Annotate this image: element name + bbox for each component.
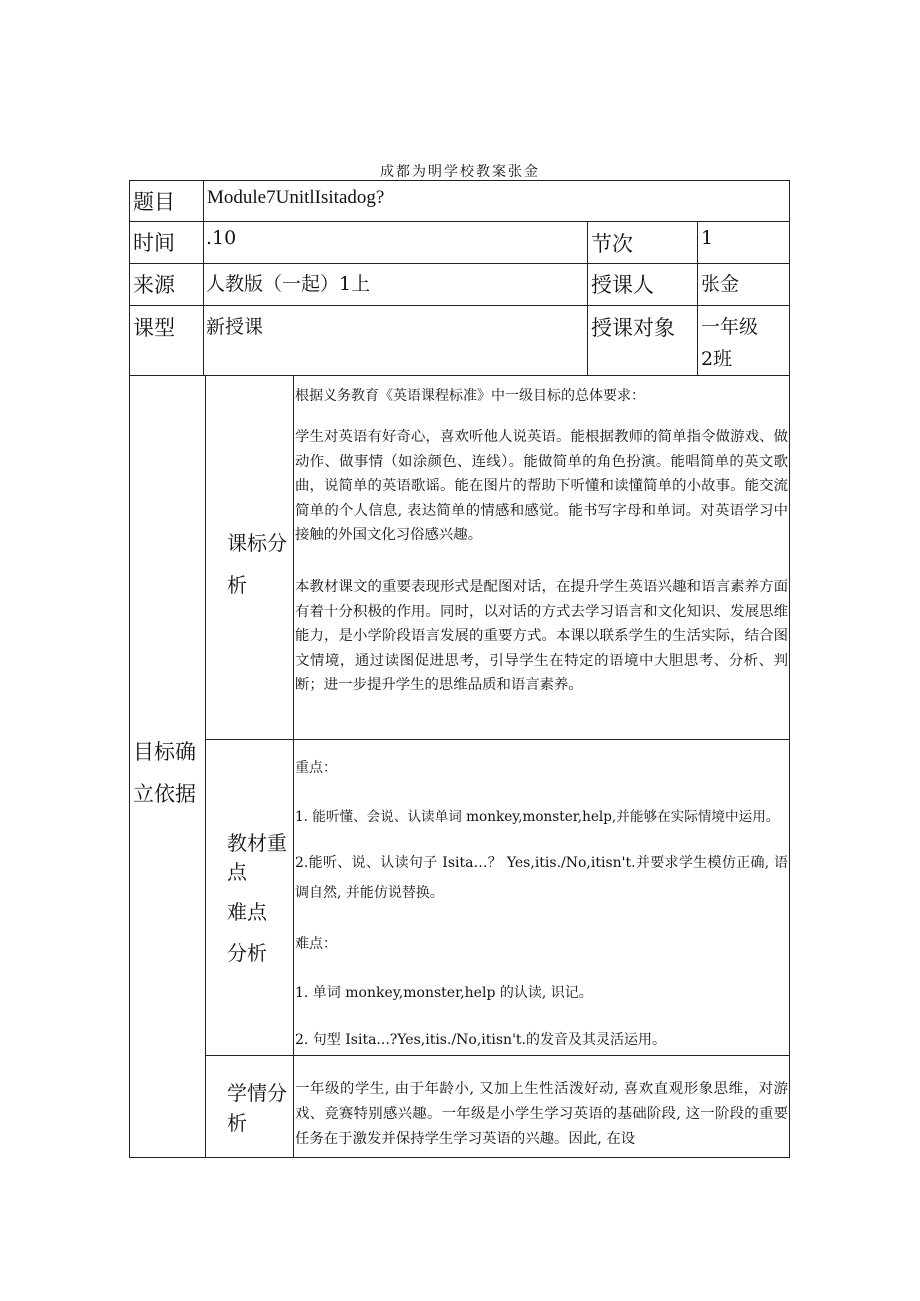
time-value: .10 xyxy=(206,227,237,249)
curriculum-label-line1: 课标分 xyxy=(227,531,287,555)
document-title: 成都为明学校教案张金 xyxy=(380,164,540,180)
teacher-label: 授课人 xyxy=(591,273,654,297)
period-label: 节次 xyxy=(591,232,633,256)
target-value-line2: 2班 xyxy=(701,348,733,370)
key-points-title: 重点： xyxy=(295,760,337,776)
keypoints-label-line1: 教材重 xyxy=(227,831,287,855)
difficult-point-1: 1. 单词 monkey,monster,help 的认读, 识记。 xyxy=(295,985,593,1001)
teacher-value: 张金 xyxy=(701,273,740,295)
keypoints-label-line2: 点 xyxy=(227,860,247,884)
key-point-2: 2.能听、说、认读句子 Isita…？ Yes,itis./No,itisn't.并要求学生模仿正确, 语调自然, 并能仿说替换。 xyxy=(295,855,788,901)
difficult-points-title: 难点： xyxy=(295,936,337,952)
target-label: 授课对象 xyxy=(591,316,675,340)
row-divider xyxy=(130,375,789,376)
curriculum-requirements: 学生对英语有好奇心，喜欢听他人说英语。能根据教师的简单指令做游戏、做动作、做事情（如涂颜色、连线）。能做简单的角色扮演。能唱简单的英文歌曲，说简单的英语歌谣。能在图片的帮助下听懂和读懂简单的小故事。能交流简单的个人信息, 表达简单的情感和感觉。能书写字母和单词。对英语学习中接触的外国文化习俗感兴趣。 xyxy=(295,429,788,544)
keypoints-label-line4: 分析 xyxy=(227,941,267,965)
row-divider xyxy=(130,221,789,222)
topic-value: Module7UnitlIsitadog? xyxy=(207,187,385,208)
column-divider xyxy=(205,375,206,1157)
difficult-point-2: 2. 句型 Isita...?Yes,itis./No,itisn't.的发音及其灵活运用。 xyxy=(295,1032,666,1048)
learners-analysis: 一年级的学生, 由于年龄小, 又加上生性活泼好动, 喜欢直观形象思维，对游戏、竞赛特别感兴趣。一年级是小学生学习英语的基础阶段, 这一阶段的重要任务在于激发并保持学生学习英语的兴趣。因此, 在设 xyxy=(295,1081,788,1147)
learners-label-line2: 析 xyxy=(227,1111,247,1135)
learners-label-line1: 学情分 xyxy=(227,1081,287,1105)
column-divider xyxy=(203,181,204,221)
curriculum-label-line2: 析 xyxy=(227,573,247,597)
curriculum-intro: 根据义务教育《英语课程标准》中一级目标的总体要求： xyxy=(295,388,645,404)
column-divider xyxy=(203,221,204,375)
keypoints-label-line3: 难点 xyxy=(227,900,267,924)
target-value-line1: 一年级 xyxy=(701,316,759,338)
curriculum-textbook-analysis: 本教材课文的重要表现形式是配图对话，在提升学生英语兴趣和语言素养方面有着十分积极的作用。同时，以对话的方式去学习语言和文化知识、发展思维能力，是小学阶段语言发展的重要方式。本课以联系学生的生活实际，结合图文情境，通过读图促进思考，引导学生在特定的语境中大胆思考、分析、判断；进一步提升学生的思维品质和语言素养。 xyxy=(295,579,788,694)
source-label: 来源 xyxy=(133,273,175,297)
column-divider xyxy=(697,221,698,375)
column-divider xyxy=(293,375,294,1157)
period-value: 1 xyxy=(701,227,714,249)
basis-label-line1: 目标确 xyxy=(133,740,196,764)
source-value: 人教版（一起）1上 xyxy=(206,273,371,295)
column-divider xyxy=(587,221,588,375)
basis-label-line2: 立依据 xyxy=(133,782,196,806)
row-divider xyxy=(130,263,789,264)
row-divider xyxy=(130,305,789,306)
time-label: 时间 xyxy=(133,231,175,255)
type-label: 课型 xyxy=(133,316,175,340)
type-value: 新授课 xyxy=(206,316,264,338)
key-point-1: 1. 能听懂、会说、认读单词 monkey,monster,help,并能够在实际情境中运用。 xyxy=(295,809,780,825)
topic-label: 题目 xyxy=(133,190,175,214)
lesson-plan-table xyxy=(129,180,790,1158)
